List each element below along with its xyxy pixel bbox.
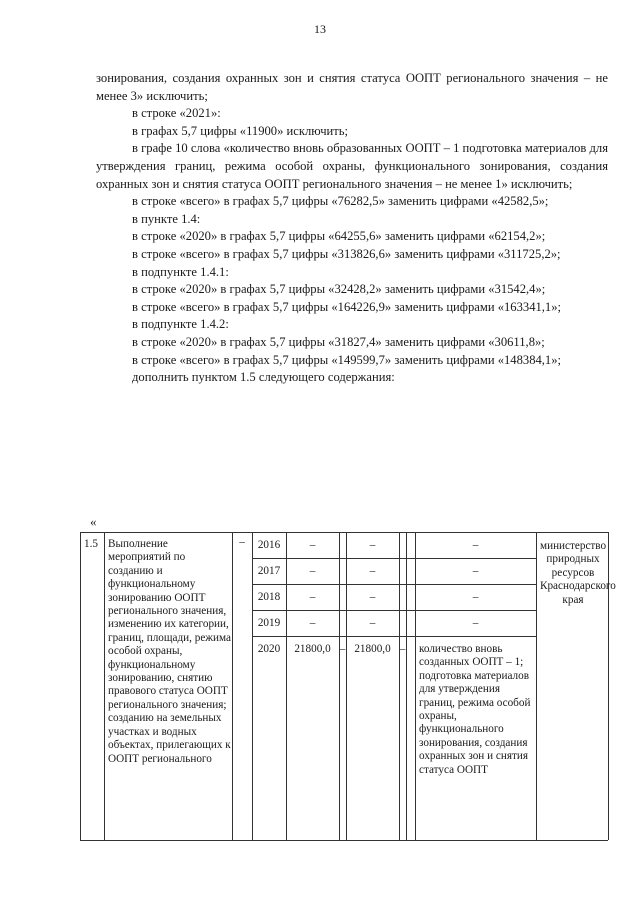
- measure-description: Выполнение мероприятий по созданию и функциональному зонированию ООПТ регионального значения, изменению их категории, границ, площади, режима особой охраны, функциональному зонированию, снятию правового статуса ООПТ регионального значения; созданию на земельных участках и водных объектах, прилегающих к ООПТ регионального: [108, 538, 231, 765]
- row-divider: [252, 558, 536, 559]
- page-number: 13: [314, 22, 326, 36]
- year-cell: 2016: [257, 539, 281, 551]
- value-col7: –: [369, 539, 376, 551]
- table-border-right: [608, 532, 609, 840]
- col-divider: [399, 532, 400, 840]
- col-divider: [286, 532, 287, 840]
- paragraph: в строке «всего» в графах 5,7 цифры «313826,6» заменить цифрами «311725,2»;: [132, 246, 561, 261]
- paragraph: в строке «всего» в графах 5,7 цифры «76282,5» заменить цифрами «42582,5»;: [132, 194, 549, 209]
- col-divider: [415, 532, 416, 840]
- open-quote: «: [90, 514, 97, 529]
- col-divider: [536, 532, 537, 840]
- paragraph: в строке «2020» в графах 5,7 цифры «31827,4» заменить цифрами «30611,8»;: [132, 334, 545, 349]
- value-col7: –: [369, 565, 376, 577]
- col-divider: [406, 532, 407, 840]
- body-text: [96, 70, 608, 387]
- year-cell: 2018: [257, 591, 281, 603]
- paragraph: в подпункте 1.4.2:: [132, 317, 229, 332]
- indicator-cell: –: [472, 539, 479, 551]
- responsible-cell: министерство природных ресурсов Краснодарского края: [540, 540, 616, 606]
- value-col7: –: [369, 617, 376, 629]
- year-cell: 2019: [257, 617, 281, 629]
- item-number: 1.5: [84, 538, 98, 550]
- paragraph: в строке «всего» в графах 5,7 цифры «164226,9» заменить цифрами «163341,1»;: [132, 299, 562, 314]
- row-divider: [252, 636, 536, 637]
- paragraph: в строке «2021»:: [132, 106, 221, 121]
- row-divider: [252, 584, 536, 585]
- indicator-cell: количество вновь созданных ООПТ – 1; подготовка материалов для утверждения границ, режима особой охраны, функционального зонирования, создания охранных зон и снятия статуса ООПТ: [419, 643, 531, 776]
- year-cell: 2020: [257, 643, 281, 655]
- indicator-cell: –: [472, 565, 479, 577]
- value-col6: –: [339, 643, 346, 655]
- paragraph: в графах 5,7 цифры «11900» исключить;: [132, 123, 349, 138]
- value-col7: 21800,0: [354, 643, 391, 655]
- col-divider: [252, 532, 253, 840]
- value-col5: –: [309, 539, 316, 551]
- table-border-left: [80, 532, 81, 840]
- col-divider: [346, 532, 347, 840]
- indicator-cell: –: [472, 617, 479, 629]
- paragraph: в подпункте 1.4.1:: [132, 264, 229, 279]
- value-col5: –: [309, 565, 316, 577]
- col-divider: [232, 532, 233, 840]
- value-col5: –: [309, 591, 316, 603]
- paragraph: дополнить пунктом 1.5 следующего содержания:: [132, 370, 395, 385]
- value-col7: –: [369, 591, 376, 603]
- indicator-cell: –: [472, 591, 479, 603]
- paragraph: в строке «2020» в графах 5,7 цифры «64255,6» заменить цифрами «62154,2»;: [132, 229, 546, 244]
- col-divider: [104, 532, 105, 840]
- paragraph: в строке «всего» в графах 5,7 цифры «149599,7» заменить цифрами «148384,1»;: [132, 352, 562, 367]
- table-border-bottom: [80, 840, 608, 841]
- row-divider: [252, 610, 536, 611]
- paragraph: в графе 10 слова «количество вновь образованных ООПТ – 1 подготовка материалов для утверждения границ, режима особой охраны, функционального зонирования, создания охранных зон и снятия статуса ООПТ регионального значения – не менее 1» исключить;: [96, 141, 608, 191]
- value-col5: –: [309, 617, 316, 629]
- col-divider: [339, 532, 340, 840]
- col3-dash: –: [239, 536, 245, 548]
- value-col8: –: [399, 643, 406, 655]
- paragraph: зонирования, создания охранных зон и снятия статуса ООПТ регионального значения – не менее 3» исключить;: [96, 71, 608, 103]
- paragraph: в строке «2020» в графах 5,7 цифры «32428,2» заменить цифрами «31542,4»;: [132, 282, 546, 297]
- value-col5: 21800,0: [294, 643, 331, 655]
- table-border-top: [80, 532, 608, 533]
- paragraph: в пункте 1.4:: [132, 211, 201, 226]
- year-cell: 2017: [257, 565, 281, 577]
